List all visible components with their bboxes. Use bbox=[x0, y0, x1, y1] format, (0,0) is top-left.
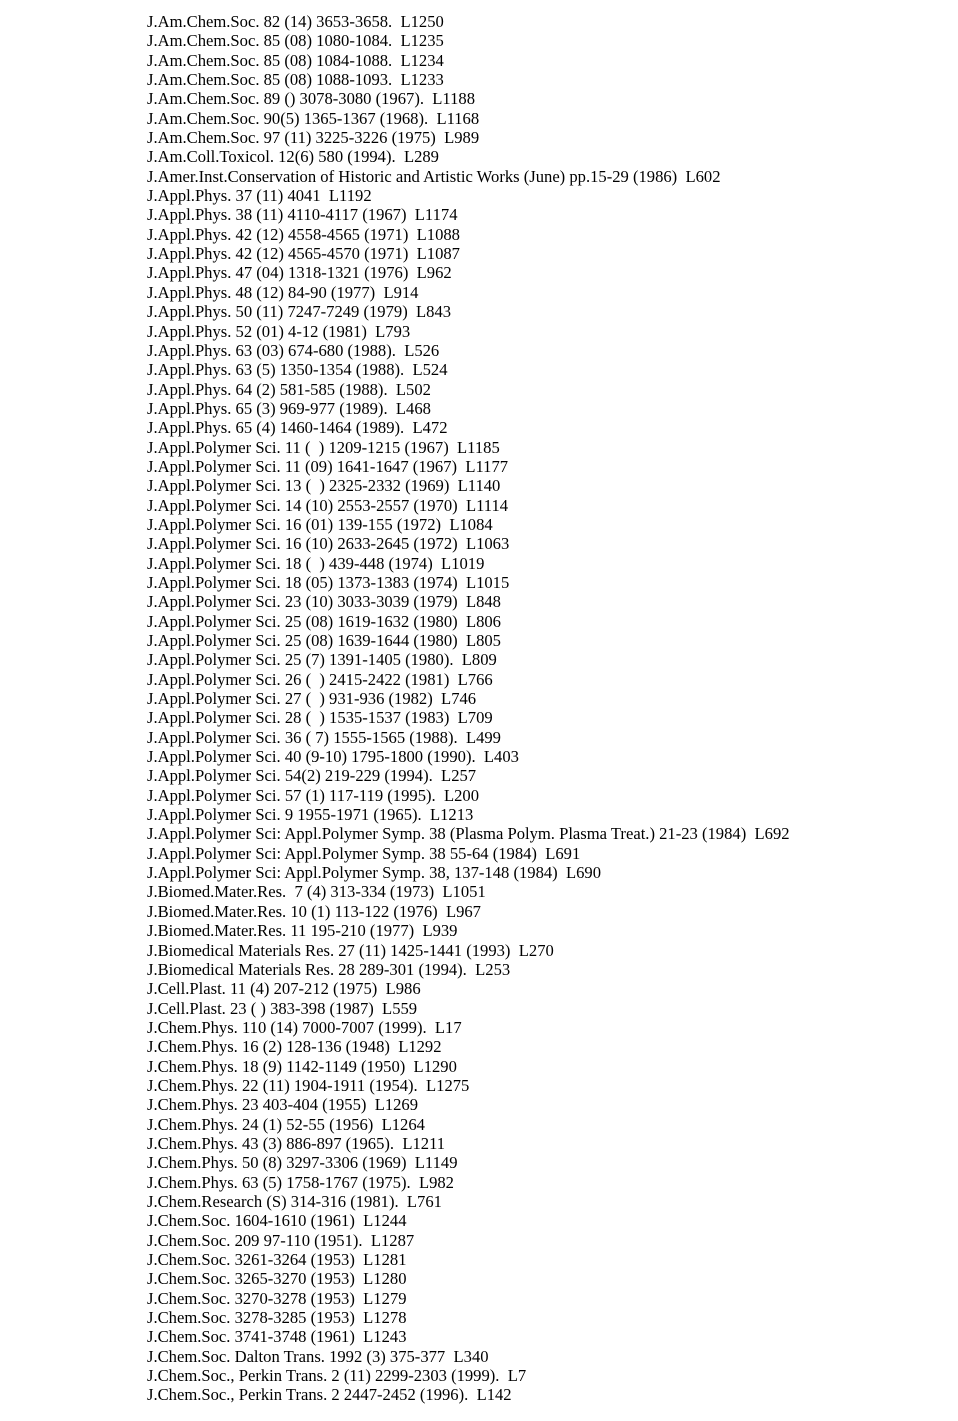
reference-entry: J.Am.Chem.Soc. 82 (14) 3653-3658. L1250 bbox=[147, 12, 444, 31]
reference-entry: J.Chem.Phys. 43 (3) 886-897 (1965). L1211 bbox=[147, 1133, 446, 1153]
reference-entry: J.Appl.Polymer Sci. 26 ( ) 2415-2422 (1981) L766 bbox=[147, 669, 493, 689]
reference-entry: J.Appl.Polymer Sci: Appl.Polymer Symp. 38 (Plasma Polym. Plasma Treat.) 21-23 (1984) L692 bbox=[147, 824, 790, 844]
reference-entry: J.Appl.Polymer Sci. 11 ( ) 1209-1215 (1967) L1185 bbox=[147, 437, 500, 457]
reference-entry: J.Appl.Polymer Sci. 54(2) 219-229 (1994). L257 bbox=[147, 766, 477, 786]
reference-entry: J.Chem.Phys. 110 (14) 7000-7007 (1999). L17 bbox=[147, 1017, 462, 1037]
reference-entry: J.Appl.Polymer Sci. 25 (7) 1391-1405 (1980). L809 bbox=[147, 650, 497, 670]
reference-entry: J.Am.Chem.Soc. 89 () 3078-3080 (1967). L1188 bbox=[147, 89, 476, 109]
reference-entry: J.Biomedical Materials Res. 28 289-301 (1994). L253 bbox=[147, 959, 511, 979]
reference-entry: J.Appl.Polymer Sci. 14 (10) 2553-2557 (1970) L1114 bbox=[147, 495, 509, 515]
reference-entry: J.Appl.Polymer Sci. 13 ( ) 2325-2332 (1969) L1140 bbox=[147, 476, 501, 496]
reference-entry: J.Appl.Polymer Sci. 57 (1) 117-119 (1995). L200 bbox=[147, 785, 479, 805]
reference-entry: J.Appl.Phys. 47 (04) 1318-1321 (1976) L962 bbox=[147, 263, 452, 283]
reference-entry: J.Appl.Phys. 42 (12) 4565-4570 (1971) L1087 bbox=[147, 244, 460, 264]
reference-entry: J.Chem.Phys. 24 (1) 52-55 (1956) L1264 bbox=[147, 1114, 425, 1134]
reference-entry: J.Appl.Polymer Sci. 11 (09) 1641-1647 (1967) L1177 bbox=[147, 456, 509, 476]
reference-entry: J.Am.Chem.Soc. 97 (11) 3225-3226 (1975) L989 bbox=[147, 128, 480, 148]
reference-entry: J.Chem.Soc., Perkin Trans. 2 2447-2452 (1996). L142 bbox=[147, 1385, 512, 1405]
reference-entry: J.Appl.Phys. 48 (12) 84-90 (1977) L914 bbox=[147, 282, 419, 302]
reference-entry: J.Chem.Soc. 3741-3748 (1961) L1243 bbox=[147, 1327, 407, 1347]
reference-entry: J.Appl.Phys. 50 (11) 7247-7249 (1979) L843 bbox=[147, 302, 452, 322]
reference-entry: J.Amer.Inst.Conservation of Historic and Artistic Works (June) pp.15-29 (1986) L602 bbox=[147, 166, 721, 186]
reference-entry: J.Appl.Polymer Sci. 36 ( 7) 1555-1565 (1988). L499 bbox=[147, 727, 501, 747]
reference-entry: J.Am.Chem.Soc. 85 (08) 1084-1088. L1234 bbox=[147, 50, 444, 70]
reference-entry: J.Appl.Phys. 63 (5) 1350-1354 (1988). L524 bbox=[147, 360, 448, 380]
reference-entry: J.Appl.Polymer Sci. 18 (05) 1373-1383 (1974) L1015 bbox=[147, 572, 510, 592]
reference-entry: J.Chem.Soc. 3278-3285 (1953) L1278 bbox=[147, 1308, 407, 1328]
reference-entry: J.Appl.Polymer Sci. 40 (9-10) 1795-1800 (1990). L403 bbox=[147, 747, 519, 767]
reference-entry: J.Chem.Soc., Perkin Trans. 2 (11) 2299-2303 (1999). L7 bbox=[147, 1366, 527, 1386]
reference-entry: J.Biomedical Materials Res. 27 (11) 1425-1441 (1993) L270 bbox=[147, 940, 554, 960]
reference-entry: J.Appl.Polymer Sci: Appl.Polymer Symp. 38 55-64 (1984) L691 bbox=[147, 843, 581, 863]
reference-entry: J.Appl.Polymer Sci. 16 (10) 2633-2645 (1972) L1063 bbox=[147, 534, 510, 554]
reference-entry: J.Chem.Soc. 3270-3278 (1953) L1279 bbox=[147, 1288, 407, 1308]
reference-entry: J.Chem.Soc. Dalton Trans. 1992 (3) 375-377 L340 bbox=[147, 1346, 489, 1366]
reference-entry: J.Appl.Polymer Sci. 28 ( ) 1535-1537 (1983) L709 bbox=[147, 708, 493, 728]
reference-entry: J.Cell.Plast. 23 ( ) 383-398 (1987) L559 bbox=[147, 998, 418, 1018]
reference-entry: J.Appl.Phys. 64 (2) 581-585 (1988). L502 bbox=[147, 379, 431, 399]
reference-entry: J.Appl.Phys. 65 (4) 1460-1464 (1989). L472 bbox=[147, 418, 448, 438]
reference-entry: J.Am.Chem.Soc. 90(5) 1365-1367 (1968). L1168 bbox=[147, 108, 480, 128]
reference-entry: J.Am.Chem.Soc. 85 (08) 1080-1084. L1235 bbox=[147, 31, 444, 51]
reference-entry: J.Appl.Phys. 65 (3) 969-977 (1989). L468 bbox=[147, 398, 431, 418]
reference-entry: J.Biomed.Mater.Res. 11 195-210 (1977) L939 bbox=[147, 921, 458, 941]
reference-entry: J.Appl.Polymer Sci. 9 1955-1971 (1965). L1213 bbox=[147, 805, 474, 825]
reference-entry: J.Chem.Phys. 16 (2) 128-136 (1948) L1292 bbox=[147, 1037, 442, 1057]
reference-entry: J.Appl.Polymer Sci. 25 (08) 1639-1644 (1980) L805 bbox=[147, 631, 501, 650]
reference-entry: J.Appl.Phys. 38 (11) 4110-4117 (1967) L1174 bbox=[147, 205, 458, 225]
reference-entry: J.Appl.Phys. 52 (01) 4-12 (1981) L793 bbox=[147, 321, 411, 341]
reference-entry: J.Cell.Plast. 11 (4) 207-212 (1975) L986 bbox=[147, 979, 421, 999]
reference-entry: J.Biomed.Mater.Res. 7 (4) 313-334 (1973) L1051 bbox=[147, 882, 486, 902]
reference-entry: J.Chem.Soc. 3265-3270 (1953) L1280 bbox=[147, 1269, 407, 1289]
reference-entry: J.Appl.Polymer Sci. 25 (08) 1619-1632 (1980) L806 bbox=[147, 611, 501, 631]
reference-entry: J.Chem.Phys. 23 403-404 (1955) L1269 bbox=[147, 1095, 419, 1115]
reference-entry: J.Chem.Soc. 3261-3264 (1953) L1281 bbox=[147, 1250, 407, 1269]
reference-entry: J.Chem.Research (S) 314-316 (1981). L761 bbox=[147, 1191, 442, 1211]
reference-entry: J.Appl.Phys. 37 (11) 4041 L1192 bbox=[147, 186, 372, 206]
reference-entry: J.Chem.Phys. 63 (5) 1758-1767 (1975). L982 bbox=[147, 1172, 454, 1192]
reference-entry: J.Appl.Phys. 63 (03) 674-680 (1988). L526 bbox=[147, 340, 440, 360]
reference-entry: J.Am.Coll.Toxicol. 12(6) 580 (1994). L289 bbox=[147, 147, 439, 167]
reference-entry: J.Chem.Soc. 1604-1610 (1961) L1244 bbox=[147, 1211, 407, 1231]
reference-entry: J.Chem.Phys. 22 (11) 1904-1911 (1954). L1275 bbox=[147, 1075, 470, 1095]
reference-entry: J.Appl.Polymer Sci. 27 ( ) 931-936 (1982) L746 bbox=[147, 689, 477, 709]
reference-entry: J.Appl.Polymer Sci. 16 (01) 139-155 (1972) L1084 bbox=[147, 514, 493, 534]
reference-entry: J.Appl.Polymer Sci: Appl.Polymer Symp. 38, 137-148 (1984) L690 bbox=[147, 863, 602, 883]
reference-entry: J.Biomed.Mater.Res. 10 (1) 113-122 (1976) L967 bbox=[147, 901, 481, 921]
reference-entry: J.Appl.Polymer Sci. 18 ( ) 439-448 (1974) L1019 bbox=[147, 553, 485, 573]
reference-entry: J.Chem.Soc. 209 97-110 (1951). L1287 bbox=[147, 1230, 415, 1250]
reference-entry: J.Appl.Polymer Sci. 23 (10) 3033-3039 (1979) L848 bbox=[147, 592, 501, 612]
reference-entry: J.Am.Chem.Soc. 85 (08) 1088-1093. L1233 bbox=[147, 70, 444, 90]
reference-entry: J.Appl.Phys. 42 (12) 4558-4565 (1971) L1088 bbox=[147, 224, 460, 244]
reference-entry: J.Chem.Phys. 50 (8) 3297-3306 (1969) L1149 bbox=[147, 1153, 458, 1173]
reference-entry: J.Chem.Phys. 18 (9) 1142-1149 (1950) L1290 bbox=[147, 1056, 457, 1076]
reference-list bbox=[147, 12, 947, 1405]
